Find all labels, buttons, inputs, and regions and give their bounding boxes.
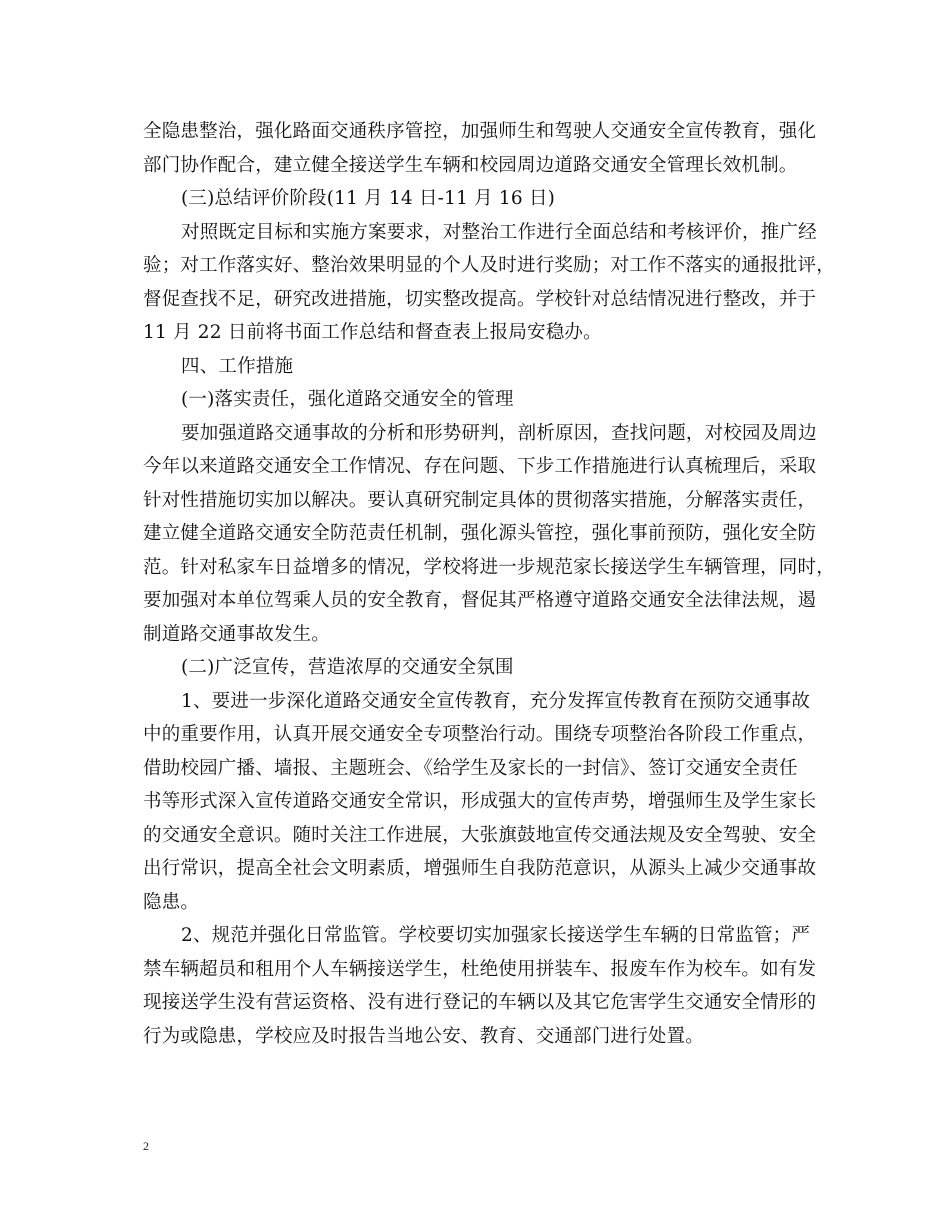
- paragraph: [143, 115, 815, 182]
- paragraph: [143, 216, 835, 350]
- paragraph: [143, 651, 815, 685]
- paragraph-line: 禁车辆超员和租用个人车辆接送学生，杜绝使用拼装车、报废车作为校车。如有发: [143, 958, 817, 980]
- paragraph-line: (三)总结评价阶段(11 月 14 日-11 月 16 日): [181, 188, 556, 209]
- paragraph-line: 出行常识，提高全社会文明素质，增强师生自我防范意识，从源头上减少交通事故: [143, 858, 817, 879]
- page-number: 2: [143, 1139, 149, 1153]
- paragraph: [143, 417, 835, 652]
- paragraph-line: 1、要进一步深化道路交通安全宣传教育，充分发挥宣传教育在预防交通事故: [181, 690, 811, 712]
- paragraph-line: 今年以来道路交通安全工作情况、存在问题、下步工作措施进行认真梳理后，采取: [143, 456, 817, 477]
- paragraph: [143, 182, 815, 216]
- paragraph-line: 部门协作配合，建立健全接送学生车辆和校园周边道路交通安全管理长效机制。: [143, 154, 798, 176]
- paragraph-line: 2、规范并强化日常监管。学校要切实加强家长接送学生车辆的日常监管；严: [181, 925, 811, 946]
- paragraph-line: 督促查找不足，研究改进措施，切实整改提高。学校针对总结情况进行整改，并于: [143, 288, 817, 310]
- paragraph-line: 全隐患整治，强化路面交通秩序管控，加强师生和驾驶人交通安全宣传教育，强化: [143, 121, 817, 142]
- paragraph-line: (一)落实责任，强化道路交通安全的管理: [181, 389, 514, 410]
- paragraph-line: 四、工作措施: [181, 355, 294, 377]
- paragraph-line: 11 月 22 日前将书面工作总结和督查表上报局安稳办。: [143, 322, 602, 343]
- document-body: [143, 115, 835, 1053]
- paragraph-line: 行为或隐患，学校应及时报告当地公安、教育、交通部门进行处置。: [143, 1025, 705, 1047]
- paragraph-line: 针对性措施切实加以解决。要认真研究制定具体的贯彻落实措施，分解落实责任，: [143, 489, 817, 511]
- paragraph-line: 建立健全道路交通安全防范责任机制，强化源头管控，强化事前预防，强化安全防: [143, 523, 817, 544]
- paragraph-line: 现接送学生没有营运资格、没有进行登记的车辆以及其它危害学生交通安全情形的: [143, 992, 817, 1013]
- paragraph-line: 制道路交通事故发生。: [143, 623, 331, 645]
- paragraph-line: 书等形式深入宣传道路交通安全常识，形成强大的宣传声势，增强师生及学生家长: [143, 791, 817, 812]
- paragraph-line: 验；对工作落实好、整治效果明显的个人及时进行奖励；对工作不落实的通报批评，: [143, 255, 835, 276]
- paragraph-line: 对照既定目标和实施方案要求，对整治工作进行全面总结和考核评价，推广经: [181, 221, 817, 243]
- paragraph-line: 中的重要作用，认真开展交通安全专项整治行动。围绕专项整治各阶段工作重点，: [143, 724, 817, 745]
- paragraph-line: 要加强对本单位驾乘人员的安全教育，督促其严格遵守道路交通安全法律法规，遏: [143, 590, 817, 611]
- paragraph: [143, 350, 815, 384]
- paragraph: [143, 685, 815, 920]
- paragraph: [143, 383, 815, 417]
- paragraph-line: 借助校园广播、墙报、主题班会、《给学生及家长的一封信》、签订交通安全责任: [143, 757, 798, 779]
- paragraph-line: (二)广泛宣传，营造浓厚的交通安全氛围: [181, 657, 514, 678]
- paragraph-line: 要加强道路交通事故的分析和形势研判，剖析原因，查找问题，对校园及周边: [181, 422, 817, 444]
- paragraph-line: 的交通安全意识。随时关注工作进展，大张旗鼓地宣传交通法规及安全驾驶、安全: [143, 824, 817, 846]
- paragraph: [143, 919, 815, 1053]
- paragraph-line: 隐患。: [143, 891, 200, 913]
- paragraph-line: 范。针对私家车日益增多的情况，学校将进一步规范家长接送学生车辆管理，同时，: [143, 556, 835, 578]
